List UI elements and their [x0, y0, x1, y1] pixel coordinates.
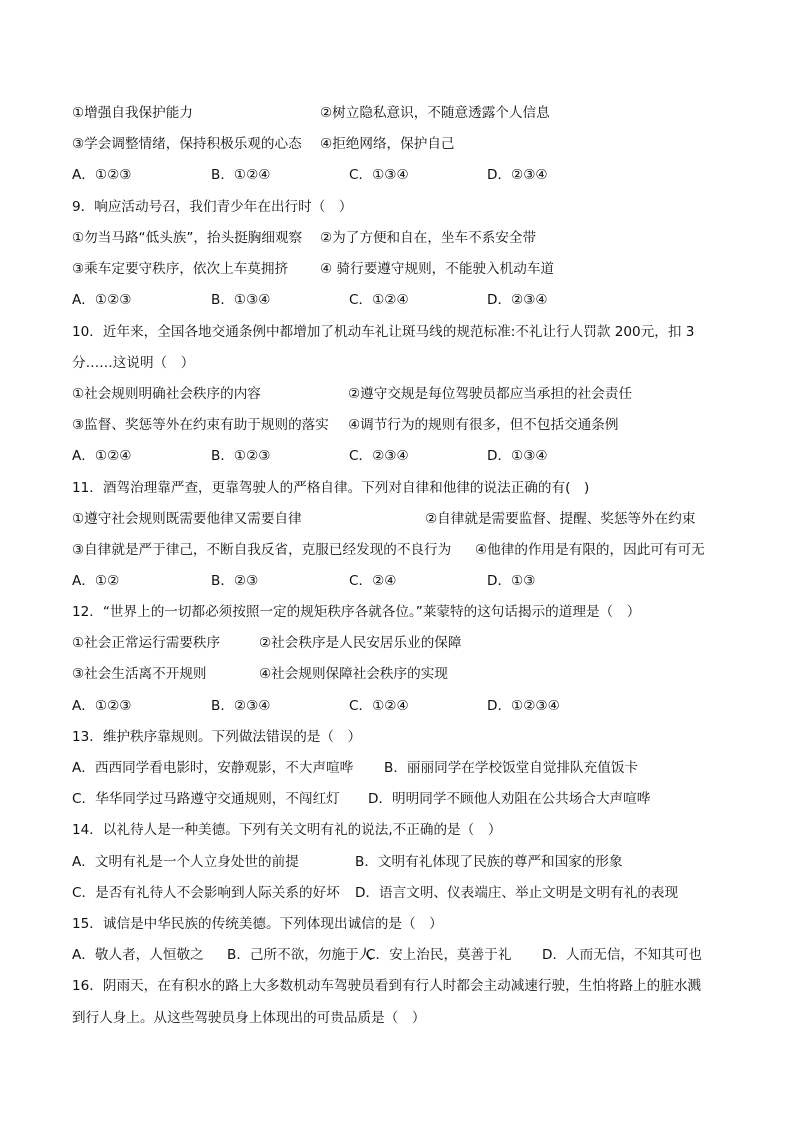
q10-stem-line-1: 10．近年来，全国各地交通条例中都增加了机动车礼让斑马线的规范标准:不礼让行人罚款 200元，扣 3	[72, 324, 695, 340]
q12-choice-b: B．②③④	[211, 698, 271, 714]
q10-choice-a: A．①②④	[72, 448, 132, 464]
q16-stem-line-2: 到行人身上。从这些驾驶员身上体现出的可贵品质是（ ）	[72, 1010, 426, 1026]
q8-option-2: ②树立隐私意识，不随意透露个人信息	[320, 105, 550, 121]
q9-option-4: ④ 骑行要遵守规则，不能驶入机动车道	[320, 261, 555, 277]
q16-stem-line-1: 16．阴雨天，在有积水的路上大多数机动车驾驶员看到有行人时都会主动减速行驶，生怕将路上的脏水溅	[72, 978, 702, 994]
q12-stem: 12．“世界上的一切都必须按照一定的规矩秩序各就各位。”莱蒙特的这句话揭示的道理是（ ）	[72, 604, 641, 620]
q11-option-2: ②自律就是需要监督、提醒、奖惩等外在约束	[425, 511, 696, 527]
q8-choice-b: B．①②④	[211, 167, 271, 183]
q13-choice-b: B．丽丽同学在学校饭堂自觉排队充值饭卡	[384, 760, 639, 776]
q8-option-1: ①增强自我保护能力	[72, 105, 193, 121]
q10-choice-b: B．①②③	[211, 448, 271, 464]
q10-choice-c: C．②③④	[349, 448, 409, 464]
q14-choice-a: A．文明有礼是一个人立身处世的前提	[72, 854, 299, 870]
q12-choice-c: C．①②④	[349, 698, 409, 714]
q8-choice-d: D．②③④	[487, 167, 548, 183]
q11-choice-a: A．①②	[72, 573, 120, 589]
q10-stem-line-2: 分……这说明（ ）	[72, 355, 195, 371]
q15-choice-c: C．安上治民，莫善于礼	[366, 947, 512, 963]
q8-choice-a: A．①②③	[72, 167, 132, 183]
q14-choice-d: D．语言文明、仪表端庄、举止文明是文明有礼的表现	[355, 885, 679, 901]
q12-choice-a: A．①②③	[72, 698, 132, 714]
q9-option-3: ③乘车定要守秩序，依次上车莫拥挤	[72, 261, 289, 277]
q13-choice-d: D．明明同学不顾他人劝阻在公共场合大声喧哗	[368, 791, 651, 807]
q12-option-4: ④社会规则保障社会秩序的实现	[259, 666, 448, 682]
q12-option-3: ③社会生活离不开规则	[72, 666, 207, 682]
q9-choice-b: B．①③④	[211, 292, 271, 308]
q12-option-2: ②社会秩序是人民安居乐业的保障	[259, 635, 462, 651]
q13-choice-a: A．西西同学看电影时，安静观影，不大声喧哗	[72, 760, 354, 776]
q10-option-4: ④调节行为的规则有很多，但不包括交通条例	[348, 417, 619, 433]
q12-choice-d: D．①②③④	[487, 698, 560, 714]
q15-stem: 15．诚信是中华民族的传统美德。下列体现出诚信的是（ ）	[72, 916, 443, 932]
q8-choice-c: C．①③④	[349, 167, 409, 183]
q11-option-3: ③自律就是严于律己，不断自我反省，克服已经发现的不良行为	[72, 542, 452, 558]
q11-option-4: ④他律的作用是有限的，因此可有可无	[475, 542, 705, 558]
q14-choice-c: C．是否有礼待人不会影响到人际关系的好坏	[72, 885, 340, 901]
q9-option-1: ①勿当马路“低头族”，抬头挺胸细观察	[72, 230, 303, 246]
q12-option-1: ①社会正常运行需要秩序	[72, 635, 221, 651]
q10-option-3: ③监督、奖惩等外在约束有助于规则的落实	[72, 417, 329, 433]
q11-stem: 11．酒驾治理靠严查，更靠驾驶人的严格自律。下列对自律和他律的说法正确的有( )	[72, 480, 590, 496]
q14-stem: 14．以礼待人是一种美德。下列有关文明有礼的说法,不正确的是（ ）	[72, 822, 502, 838]
q11-choice-b: B．②③	[211, 573, 259, 589]
q9-choice-d: D．②③④	[487, 292, 548, 308]
q15-choice-a: A．敬人者，人恒敬之	[72, 947, 204, 963]
q10-option-2: ②遵守交规是每位驾驶员都应当承担的社会责任	[348, 386, 633, 402]
q8-option-4: ④拒绝网络，保护自己	[320, 136, 455, 152]
q13-choice-c: C．华华同学过马路遵守交通规则，不闯红灯	[72, 791, 340, 807]
q14-choice-b: B．文明有礼体现了民族的尊严和国家的形象	[355, 854, 623, 870]
q11-choice-c: C．②④	[349, 573, 397, 589]
q9-option-2: ②为了方便和自在，坐车不系安全带	[320, 230, 537, 246]
q10-option-1: ①社会规则明确社会秩序的内容	[72, 386, 261, 402]
q15-choice-d: D．人而无信，不知其可也	[542, 947, 702, 963]
q13-stem: 13．维护秩序靠规则。下列做法错误的是（ ）	[72, 729, 362, 745]
q9-stem: 9．响应活动号召，我们青少年在出行时（ ）	[72, 199, 353, 215]
q11-choice-d: D．①③	[487, 573, 536, 589]
q8-option-3: ③学会调整情绪，保持积极乐观的心态	[72, 136, 302, 152]
q10-choice-d: D．①③④	[487, 448, 548, 464]
q15-choice-b: B．己所不欲，勿施于人	[227, 947, 373, 963]
q9-choice-c: C．①②④	[349, 292, 409, 308]
q9-choice-a: A．①②③	[72, 292, 132, 308]
q11-option-1: ①遵守社会规则既需要他律又需要自律	[72, 511, 302, 527]
